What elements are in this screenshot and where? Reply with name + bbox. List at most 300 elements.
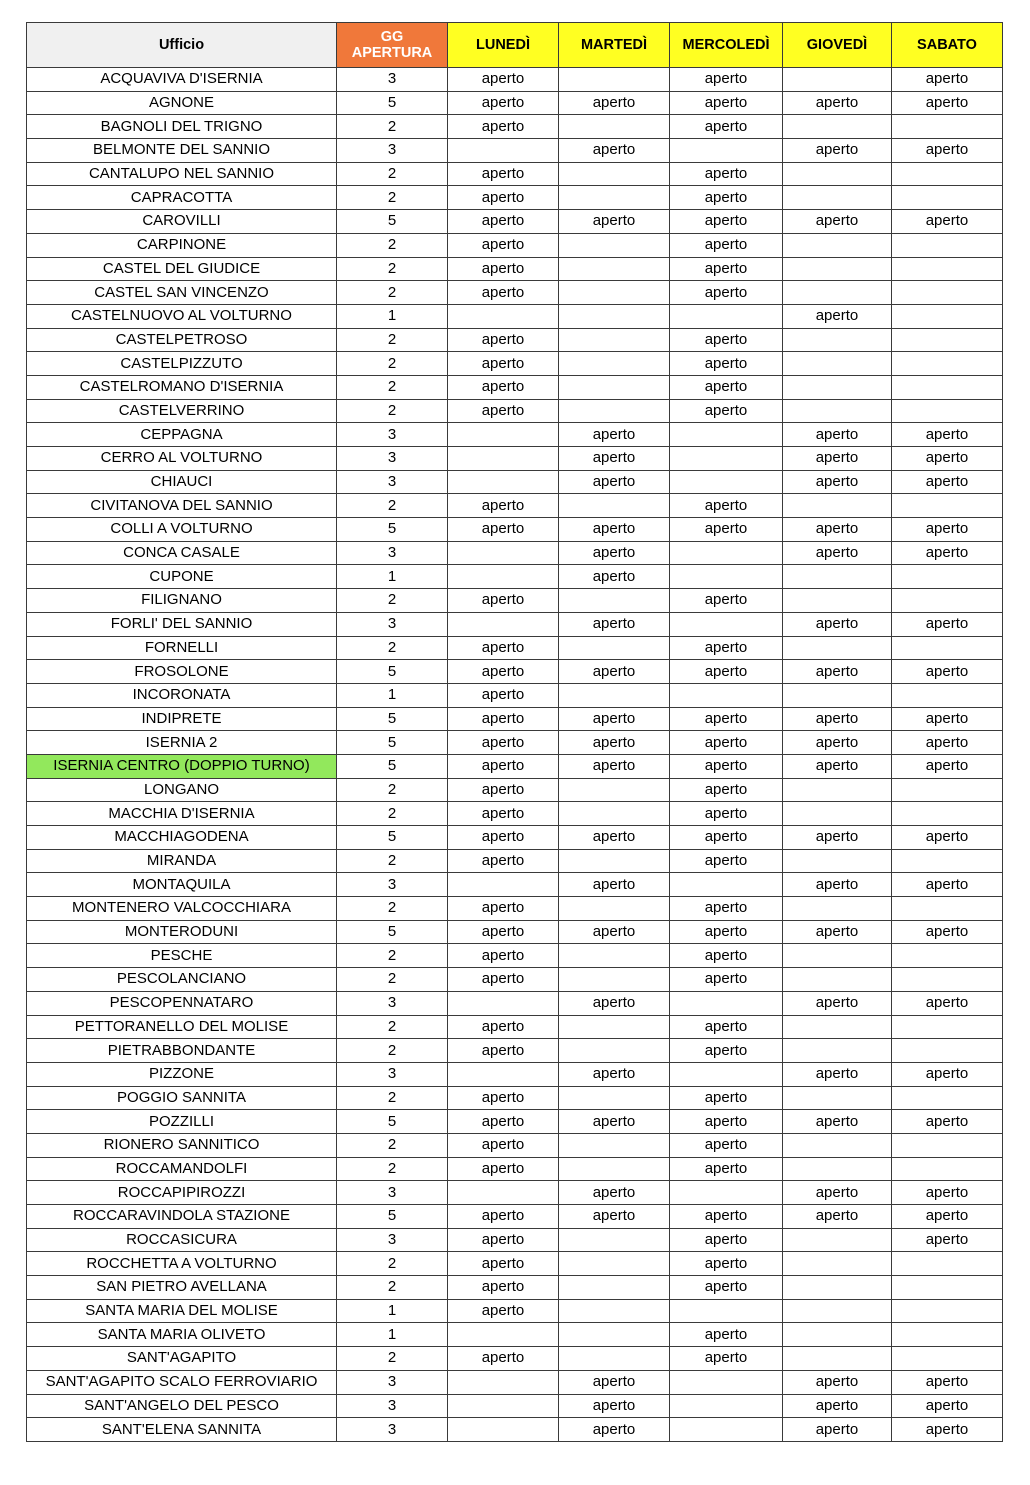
opening-days-count: 3 bbox=[337, 470, 448, 494]
day-cell-giovedi: aperto bbox=[783, 91, 892, 115]
day-cell-giovedi: aperto bbox=[783, 826, 892, 850]
opening-days-count: 5 bbox=[337, 754, 448, 778]
day-cell-lunedi: aperto bbox=[448, 68, 559, 92]
day-cell-giovedi: aperto bbox=[783, 660, 892, 684]
day-cell-martedi bbox=[559, 968, 670, 992]
opening-days-count: 3 bbox=[337, 139, 448, 163]
office-name: CASTELVERRINO bbox=[27, 399, 337, 423]
opening-days-count: 3 bbox=[337, 541, 448, 565]
day-cell-mercoledi: aperto bbox=[670, 115, 783, 139]
day-cell-mercoledi bbox=[670, 541, 783, 565]
day-cell-giovedi: aperto bbox=[783, 873, 892, 897]
office-name: FORNELLI bbox=[27, 636, 337, 660]
day-cell-lunedi bbox=[448, 139, 559, 163]
table-row bbox=[27, 707, 1003, 731]
day-cell-mercoledi: aperto bbox=[670, 778, 783, 802]
opening-days-count: 1 bbox=[337, 1323, 448, 1347]
day-cell-giovedi: aperto bbox=[783, 731, 892, 755]
day-cell-giovedi: aperto bbox=[783, 470, 892, 494]
opening-days-count: 2 bbox=[337, 115, 448, 139]
day-cell-mercoledi bbox=[670, 1299, 783, 1323]
day-cell-giovedi bbox=[783, 968, 892, 992]
day-cell-lunedi: aperto bbox=[448, 731, 559, 755]
day-cell-martedi bbox=[559, 257, 670, 281]
table-row bbox=[27, 210, 1003, 234]
day-cell-martedi: aperto bbox=[559, 518, 670, 542]
day-cell-martedi bbox=[559, 233, 670, 257]
day-cell-giovedi bbox=[783, 1086, 892, 1110]
day-cell-mercoledi bbox=[670, 1418, 783, 1442]
header-giovedi: GIOVEDÌ bbox=[783, 23, 892, 68]
day-cell-martedi bbox=[559, 1347, 670, 1371]
day-cell-lunedi: aperto bbox=[448, 683, 559, 707]
office-name: BELMONTE DEL SANNIO bbox=[27, 139, 337, 163]
day-cell-sabato bbox=[892, 778, 1003, 802]
day-cell-mercoledi: aperto bbox=[670, 1228, 783, 1252]
day-cell-sabato bbox=[892, 1347, 1003, 1371]
day-cell-martedi: aperto bbox=[559, 1418, 670, 1442]
opening-days-count: 3 bbox=[337, 612, 448, 636]
day-cell-giovedi bbox=[783, 1252, 892, 1276]
day-cell-mercoledi: aperto bbox=[670, 660, 783, 684]
opening-days-count: 3 bbox=[337, 423, 448, 447]
day-cell-martedi: aperto bbox=[559, 91, 670, 115]
day-cell-martedi: aperto bbox=[559, 991, 670, 1015]
day-cell-mercoledi bbox=[670, 991, 783, 1015]
table-row bbox=[27, 1323, 1003, 1347]
day-cell-lunedi bbox=[448, 470, 559, 494]
day-cell-giovedi: aperto bbox=[783, 1062, 892, 1086]
day-cell-mercoledi: aperto bbox=[670, 186, 783, 210]
opening-days-count: 5 bbox=[337, 518, 448, 542]
day-cell-mercoledi: aperto bbox=[670, 518, 783, 542]
day-cell-lunedi: aperto bbox=[448, 1157, 559, 1181]
day-cell-martedi bbox=[559, 281, 670, 305]
day-cell-lunedi: aperto bbox=[448, 399, 559, 423]
day-cell-martedi: aperto bbox=[559, 707, 670, 731]
day-cell-lunedi: aperto bbox=[448, 1039, 559, 1063]
opening-days-count: 1 bbox=[337, 683, 448, 707]
day-cell-martedi bbox=[559, 1133, 670, 1157]
day-cell-lunedi: aperto bbox=[448, 1086, 559, 1110]
office-name: PIZZONE bbox=[27, 1062, 337, 1086]
table-row bbox=[27, 1015, 1003, 1039]
day-cell-mercoledi: aperto bbox=[670, 707, 783, 731]
day-cell-sabato bbox=[892, 281, 1003, 305]
office-name: CASTELNUOVO AL VOLTURNO bbox=[27, 304, 337, 328]
day-cell-martedi: aperto bbox=[559, 1205, 670, 1229]
office-name: SANTA MARIA DEL MOLISE bbox=[27, 1299, 337, 1323]
day-cell-lunedi: aperto bbox=[448, 210, 559, 234]
opening-days-count: 2 bbox=[337, 328, 448, 352]
opening-days-count: 3 bbox=[337, 1418, 448, 1442]
opening-days-count: 3 bbox=[337, 447, 448, 471]
day-cell-sabato: aperto bbox=[892, 68, 1003, 92]
day-cell-lunedi: aperto bbox=[448, 1228, 559, 1252]
day-cell-giovedi bbox=[783, 565, 892, 589]
table-row bbox=[27, 1418, 1003, 1442]
table-row bbox=[27, 612, 1003, 636]
table-row bbox=[27, 589, 1003, 613]
day-cell-martedi bbox=[559, 1323, 670, 1347]
table-row bbox=[27, 683, 1003, 707]
day-cell-sabato: aperto bbox=[892, 754, 1003, 778]
day-cell-sabato bbox=[892, 897, 1003, 921]
day-cell-martedi: aperto bbox=[559, 470, 670, 494]
day-cell-martedi bbox=[559, 1039, 670, 1063]
day-cell-mercoledi: aperto bbox=[670, 1133, 783, 1157]
day-cell-mercoledi: aperto bbox=[670, 1015, 783, 1039]
day-cell-mercoledi: aperto bbox=[670, 233, 783, 257]
day-cell-martedi: aperto bbox=[559, 541, 670, 565]
table-row bbox=[27, 1276, 1003, 1300]
day-cell-mercoledi bbox=[670, 1370, 783, 1394]
day-cell-sabato: aperto bbox=[892, 826, 1003, 850]
day-cell-martedi bbox=[559, 636, 670, 660]
day-cell-giovedi: aperto bbox=[783, 1181, 892, 1205]
day-cell-sabato: aperto bbox=[892, 612, 1003, 636]
office-name: POGGIO SANNITA bbox=[27, 1086, 337, 1110]
table-row bbox=[27, 778, 1003, 802]
office-name: PIETRABBONDANTE bbox=[27, 1039, 337, 1063]
day-cell-mercoledi: aperto bbox=[670, 494, 783, 518]
office-name: MONTAQUILA bbox=[27, 873, 337, 897]
day-cell-mercoledi: aperto bbox=[670, 589, 783, 613]
day-cell-sabato bbox=[892, 1252, 1003, 1276]
day-cell-mercoledi bbox=[670, 447, 783, 471]
opening-days-count: 5 bbox=[337, 920, 448, 944]
day-cell-martedi bbox=[559, 589, 670, 613]
day-cell-lunedi: aperto bbox=[448, 1252, 559, 1276]
day-cell-martedi bbox=[559, 1157, 670, 1181]
day-cell-martedi bbox=[559, 68, 670, 92]
day-cell-lunedi: aperto bbox=[448, 802, 559, 826]
office-name: PESCOLANCIANO bbox=[27, 968, 337, 992]
table-row bbox=[27, 470, 1003, 494]
table-row bbox=[27, 304, 1003, 328]
day-cell-martedi: aperto bbox=[559, 826, 670, 850]
day-cell-mercoledi: aperto bbox=[670, 897, 783, 921]
table-row bbox=[27, 115, 1003, 139]
table-row bbox=[27, 1299, 1003, 1323]
office-name: POZZILLI bbox=[27, 1110, 337, 1134]
day-cell-mercoledi bbox=[670, 139, 783, 163]
table-row bbox=[27, 447, 1003, 471]
day-cell-lunedi: aperto bbox=[448, 281, 559, 305]
day-cell-sabato bbox=[892, 115, 1003, 139]
office-name: SANT'ELENA SANNITA bbox=[27, 1418, 337, 1442]
day-cell-giovedi: aperto bbox=[783, 447, 892, 471]
day-cell-mercoledi: aperto bbox=[670, 1323, 783, 1347]
day-cell-sabato bbox=[892, 636, 1003, 660]
day-cell-mercoledi: aperto bbox=[670, 968, 783, 992]
day-cell-giovedi bbox=[783, 1276, 892, 1300]
day-cell-lunedi: aperto bbox=[448, 257, 559, 281]
day-cell-martedi: aperto bbox=[559, 139, 670, 163]
day-cell-mercoledi: aperto bbox=[670, 802, 783, 826]
office-name: INCORONATA bbox=[27, 683, 337, 707]
day-cell-giovedi bbox=[783, 233, 892, 257]
opening-days-count: 5 bbox=[337, 707, 448, 731]
opening-days-count: 2 bbox=[337, 778, 448, 802]
day-cell-giovedi bbox=[783, 1015, 892, 1039]
office-name: LONGANO bbox=[27, 778, 337, 802]
table-row bbox=[27, 257, 1003, 281]
day-cell-lunedi bbox=[448, 541, 559, 565]
day-cell-lunedi: aperto bbox=[448, 707, 559, 731]
day-cell-lunedi: aperto bbox=[448, 186, 559, 210]
day-cell-lunedi: aperto bbox=[448, 1276, 559, 1300]
day-cell-giovedi bbox=[783, 1228, 892, 1252]
day-cell-mercoledi bbox=[670, 565, 783, 589]
opening-days-count: 5 bbox=[337, 826, 448, 850]
day-cell-lunedi bbox=[448, 1370, 559, 1394]
day-cell-martedi bbox=[559, 375, 670, 399]
day-cell-lunedi: aperto bbox=[448, 778, 559, 802]
day-cell-martedi: aperto bbox=[559, 754, 670, 778]
opening-days-count: 2 bbox=[337, 352, 448, 376]
day-cell-sabato: aperto bbox=[892, 1181, 1003, 1205]
office-name: SANT'AGAPITO SCALO FERROVIARIO bbox=[27, 1370, 337, 1394]
day-cell-lunedi: aperto bbox=[448, 1347, 559, 1371]
table-row bbox=[27, 754, 1003, 778]
table-row bbox=[27, 518, 1003, 542]
day-cell-lunedi: aperto bbox=[448, 636, 559, 660]
office-name: INDIPRETE bbox=[27, 707, 337, 731]
table-row bbox=[27, 1347, 1003, 1371]
day-cell-lunedi: aperto bbox=[448, 328, 559, 352]
day-cell-sabato bbox=[892, 352, 1003, 376]
table-row bbox=[27, 91, 1003, 115]
day-cell-mercoledi: aperto bbox=[670, 1110, 783, 1134]
day-cell-martedi: aperto bbox=[559, 1062, 670, 1086]
table-row bbox=[27, 636, 1003, 660]
day-cell-martedi: aperto bbox=[559, 1181, 670, 1205]
office-name: CASTELROMANO D'ISERNIA bbox=[27, 375, 337, 399]
office-name: FILIGNANO bbox=[27, 589, 337, 613]
day-cell-martedi bbox=[559, 186, 670, 210]
day-cell-mercoledi bbox=[670, 423, 783, 447]
opening-days-count: 2 bbox=[337, 233, 448, 257]
day-cell-giovedi: aperto bbox=[783, 210, 892, 234]
table-row bbox=[27, 897, 1003, 921]
day-cell-mercoledi bbox=[670, 304, 783, 328]
day-cell-martedi bbox=[559, 897, 670, 921]
day-cell-lunedi: aperto bbox=[448, 233, 559, 257]
table-row bbox=[27, 186, 1003, 210]
day-cell-giovedi bbox=[783, 1039, 892, 1063]
table-row bbox=[27, 802, 1003, 826]
day-cell-mercoledi: aperto bbox=[670, 754, 783, 778]
opening-days-count: 2 bbox=[337, 589, 448, 613]
day-cell-martedi bbox=[559, 1015, 670, 1039]
day-cell-sabato: aperto bbox=[892, 1394, 1003, 1418]
opening-days-count: 2 bbox=[337, 849, 448, 873]
day-cell-martedi: aperto bbox=[559, 612, 670, 636]
table-row bbox=[27, 1205, 1003, 1229]
day-cell-sabato bbox=[892, 1086, 1003, 1110]
opening-days-count: 1 bbox=[337, 304, 448, 328]
day-cell-lunedi bbox=[448, 565, 559, 589]
office-name: BAGNOLI DEL TRIGNO bbox=[27, 115, 337, 139]
day-cell-martedi bbox=[559, 399, 670, 423]
day-cell-lunedi bbox=[448, 1394, 559, 1418]
day-cell-martedi bbox=[559, 494, 670, 518]
table-row bbox=[27, 352, 1003, 376]
office-name: CASTEL SAN VINCENZO bbox=[27, 281, 337, 305]
day-cell-giovedi: aperto bbox=[783, 139, 892, 163]
day-cell-martedi: aperto bbox=[559, 1110, 670, 1134]
office-name: CASTELPIZZUTO bbox=[27, 352, 337, 376]
day-cell-giovedi bbox=[783, 375, 892, 399]
opening-days-count: 2 bbox=[337, 1157, 448, 1181]
day-cell-lunedi: aperto bbox=[448, 897, 559, 921]
day-cell-lunedi: aperto bbox=[448, 1205, 559, 1229]
day-cell-mercoledi: aperto bbox=[670, 257, 783, 281]
day-cell-sabato bbox=[892, 494, 1003, 518]
day-cell-sabato: aperto bbox=[892, 1205, 1003, 1229]
opening-days-count: 5 bbox=[337, 1110, 448, 1134]
day-cell-sabato bbox=[892, 1323, 1003, 1347]
day-cell-sabato: aperto bbox=[892, 873, 1003, 897]
office-name: PESCHE bbox=[27, 944, 337, 968]
day-cell-mercoledi: aperto bbox=[670, 1157, 783, 1181]
opening-days-count: 2 bbox=[337, 1133, 448, 1157]
day-cell-sabato: aperto bbox=[892, 1062, 1003, 1086]
day-cell-sabato: aperto bbox=[892, 210, 1003, 234]
table-row bbox=[27, 162, 1003, 186]
table-row bbox=[27, 849, 1003, 873]
opening-days-count: 5 bbox=[337, 731, 448, 755]
table-body bbox=[27, 68, 1003, 1442]
office-name: ISERNIA 2 bbox=[27, 731, 337, 755]
day-cell-giovedi: aperto bbox=[783, 1394, 892, 1418]
day-cell-giovedi bbox=[783, 589, 892, 613]
day-cell-giovedi bbox=[783, 849, 892, 873]
table-row bbox=[27, 944, 1003, 968]
office-name: CAPRACOTTA bbox=[27, 186, 337, 210]
opening-days-count: 5 bbox=[337, 1205, 448, 1229]
day-cell-giovedi bbox=[783, 1299, 892, 1323]
office-name: ISERNIA CENTRO (DOPPIO TURNO) bbox=[27, 754, 337, 778]
opening-days-count: 3 bbox=[337, 1370, 448, 1394]
day-cell-sabato bbox=[892, 1015, 1003, 1039]
opening-days-count: 2 bbox=[337, 802, 448, 826]
day-cell-mercoledi bbox=[670, 1062, 783, 1086]
office-name: RIONERO SANNITICO bbox=[27, 1133, 337, 1157]
day-cell-giovedi: aperto bbox=[783, 612, 892, 636]
office-name: CEPPAGNA bbox=[27, 423, 337, 447]
day-cell-sabato bbox=[892, 849, 1003, 873]
table-row bbox=[27, 281, 1003, 305]
day-cell-lunedi bbox=[448, 612, 559, 636]
day-cell-lunedi: aperto bbox=[448, 162, 559, 186]
day-cell-sabato bbox=[892, 233, 1003, 257]
opening-days-count: 3 bbox=[337, 68, 448, 92]
opening-days-count: 2 bbox=[337, 1015, 448, 1039]
day-cell-sabato: aperto bbox=[892, 920, 1003, 944]
day-cell-sabato bbox=[892, 1133, 1003, 1157]
day-cell-sabato: aperto bbox=[892, 1418, 1003, 1442]
day-cell-martedi: aperto bbox=[559, 920, 670, 944]
office-name: FROSOLONE bbox=[27, 660, 337, 684]
table-row bbox=[27, 968, 1003, 992]
table-row bbox=[27, 139, 1003, 163]
day-cell-mercoledi: aperto bbox=[670, 1086, 783, 1110]
office-name: CANTALUPO NEL SANNIO bbox=[27, 162, 337, 186]
header-gg-line1: GG bbox=[380, 29, 404, 45]
office-name: CUPONE bbox=[27, 565, 337, 589]
day-cell-sabato: aperto bbox=[892, 423, 1003, 447]
day-cell-sabato bbox=[892, 1299, 1003, 1323]
day-cell-martedi bbox=[559, 802, 670, 826]
table-row bbox=[27, 423, 1003, 447]
day-cell-sabato bbox=[892, 186, 1003, 210]
opening-days-table bbox=[26, 22, 1003, 1442]
day-cell-mercoledi: aperto bbox=[670, 920, 783, 944]
day-cell-giovedi: aperto bbox=[783, 754, 892, 778]
day-cell-sabato bbox=[892, 328, 1003, 352]
opening-days-count: 5 bbox=[337, 210, 448, 234]
day-cell-lunedi bbox=[448, 1181, 559, 1205]
opening-days-count: 5 bbox=[337, 91, 448, 115]
table-row bbox=[27, 1157, 1003, 1181]
day-cell-giovedi: aperto bbox=[783, 920, 892, 944]
day-cell-sabato: aperto bbox=[892, 660, 1003, 684]
office-name: MONTENERO VALCOCCHIARA bbox=[27, 897, 337, 921]
day-cell-giovedi: aperto bbox=[783, 541, 892, 565]
day-cell-martedi bbox=[559, 115, 670, 139]
day-cell-mercoledi bbox=[670, 683, 783, 707]
office-name: CERRO AL VOLTURNO bbox=[27, 447, 337, 471]
opening-days-count: 3 bbox=[337, 991, 448, 1015]
header-mercoledi: MERCOLEDÌ bbox=[670, 23, 783, 68]
day-cell-sabato: aperto bbox=[892, 1110, 1003, 1134]
day-cell-sabato: aperto bbox=[892, 541, 1003, 565]
day-cell-sabato: aperto bbox=[892, 518, 1003, 542]
day-cell-giovedi: aperto bbox=[783, 991, 892, 1015]
day-cell-giovedi bbox=[783, 352, 892, 376]
table-row bbox=[27, 1133, 1003, 1157]
day-cell-lunedi bbox=[448, 1323, 559, 1347]
opening-days-count: 2 bbox=[337, 494, 448, 518]
table-row bbox=[27, 1228, 1003, 1252]
day-cell-lunedi bbox=[448, 423, 559, 447]
office-name: ROCCARAVINDOLA STAZIONE bbox=[27, 1205, 337, 1229]
day-cell-martedi: aperto bbox=[559, 1370, 670, 1394]
office-name: SANTA MARIA OLIVETO bbox=[27, 1323, 337, 1347]
day-cell-mercoledi: aperto bbox=[670, 826, 783, 850]
day-cell-giovedi bbox=[783, 1323, 892, 1347]
day-cell-giovedi bbox=[783, 944, 892, 968]
day-cell-lunedi: aperto bbox=[448, 826, 559, 850]
day-cell-lunedi: aperto bbox=[448, 91, 559, 115]
header-gg-apertura bbox=[337, 23, 448, 68]
opening-days-count: 2 bbox=[337, 636, 448, 660]
day-cell-giovedi: aperto bbox=[783, 304, 892, 328]
office-name: ROCCAPIPIROZZI bbox=[27, 1181, 337, 1205]
day-cell-lunedi bbox=[448, 1418, 559, 1442]
day-cell-martedi: aperto bbox=[559, 210, 670, 234]
header-gg-line2: APERTURA bbox=[351, 45, 433, 61]
day-cell-sabato: aperto bbox=[892, 707, 1003, 731]
table-row bbox=[27, 731, 1003, 755]
table-row bbox=[27, 1039, 1003, 1063]
day-cell-mercoledi bbox=[670, 470, 783, 494]
opening-days-count: 5 bbox=[337, 660, 448, 684]
day-cell-mercoledi: aperto bbox=[670, 281, 783, 305]
day-cell-mercoledi: aperto bbox=[670, 210, 783, 234]
